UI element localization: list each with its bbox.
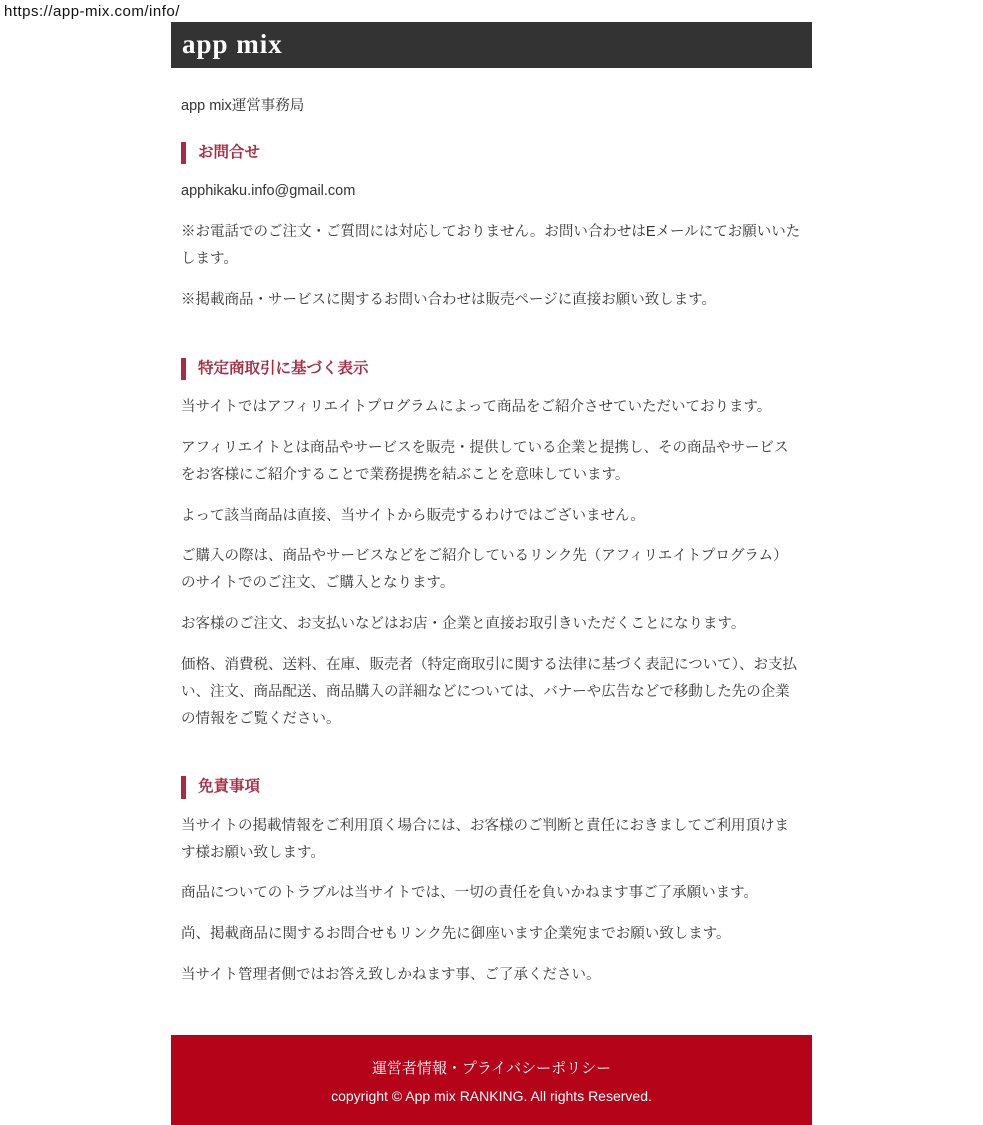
- disclosure-paragraph: お客様のご注文、お支払いなどはお店・企業と直接お取引きいただくことになります。: [181, 616, 746, 633]
- contact-note-products: ※掲載商品・サービスに関するお問い合わせは販売ページに直接お願い致します。: [181, 291, 717, 308]
- section-heading-commercial-disclosure: 特定商取引に基づく表示: [181, 358, 802, 380]
- section-disclaimer: [181, 776, 802, 989]
- disclaimer-paragraph: 当サイトの掲載情報をご利用頂く場合には、お客様のご判断と責任におきましてご利用頂けます様お願い致します。: [181, 817, 789, 861]
- site-header-bar: [171, 22, 812, 68]
- disclosure-paragraph: 価格、消費税、送料、在庫、販売者（特定商取引に関する法律に基づく表記について）、お支払い、注文、商品配送、商品購入の詳細などについては、バナーや広告などで移動した先の企業の情報をご覧ください。: [181, 656, 797, 727]
- contact-note-phone: ※お電話でのご注文・ご質問には対応しておりません。お問い合わせはEメールにてお願いいたします。: [181, 224, 801, 268]
- disclaimer-paragraph: 当サイト管理者側ではお答え致しかねます事、ご了承ください。: [181, 967, 601, 984]
- contact-email-address: apphikaku.info@gmail.com: [181, 183, 356, 200]
- section-commercial-disclosure: [181, 358, 802, 733]
- disclaimer-paragraph: 尚、掲載商品に関するお問合せもリンク先に御座います企業宛までお願い致します。: [181, 926, 731, 943]
- disclosure-paragraph: アフィリエイトとは商品やサービスを販売・提供している企業と提携し、その商品やサービスをお客様にご紹介することで業務提携を結ぶことを意味しています。: [181, 440, 789, 483]
- section-heading-contact: お問合せ: [181, 142, 802, 164]
- footer-privacy-policy-link[interactable]: 運営者情報・プライバシーポリシー: [371, 1059, 612, 1077]
- section-contact: [181, 142, 802, 314]
- disclaimer-paragraph: 商品についてのトラブルは当サイトでは、一切の責任を負いかねます事ご了承願います。: [181, 885, 758, 902]
- site-logo-title[interactable]: app mix: [182, 28, 283, 59]
- site-footer: [171, 1035, 812, 1125]
- footer-copyright-text: copyright © App mix RANKING. All rights Reserved.: [331, 1087, 652, 1104]
- disclosure-paragraph: ご購入の際は、商品やサービスなどをご紹介しているリンク先（アフィリエイトプログラム）のサイトでのご注文、ご購入となります。: [181, 548, 788, 592]
- section-heading-disclaimer: 免責事項: [181, 776, 802, 798]
- browser-url-text: https://app-mix.com/info/: [4, 3, 180, 20]
- main-content: [171, 94, 812, 989]
- disclosure-paragraph: よって該当商品は直接、当サイトから販売するわけではございません。: [181, 507, 645, 524]
- disclosure-paragraph: 当サイトではアフィリエイトプログラムによって商品をご紹介させていただいております。: [181, 399, 772, 416]
- page-container: [171, 22, 812, 1125]
- site-operator-text: app mix運営事務局: [181, 98, 305, 114]
